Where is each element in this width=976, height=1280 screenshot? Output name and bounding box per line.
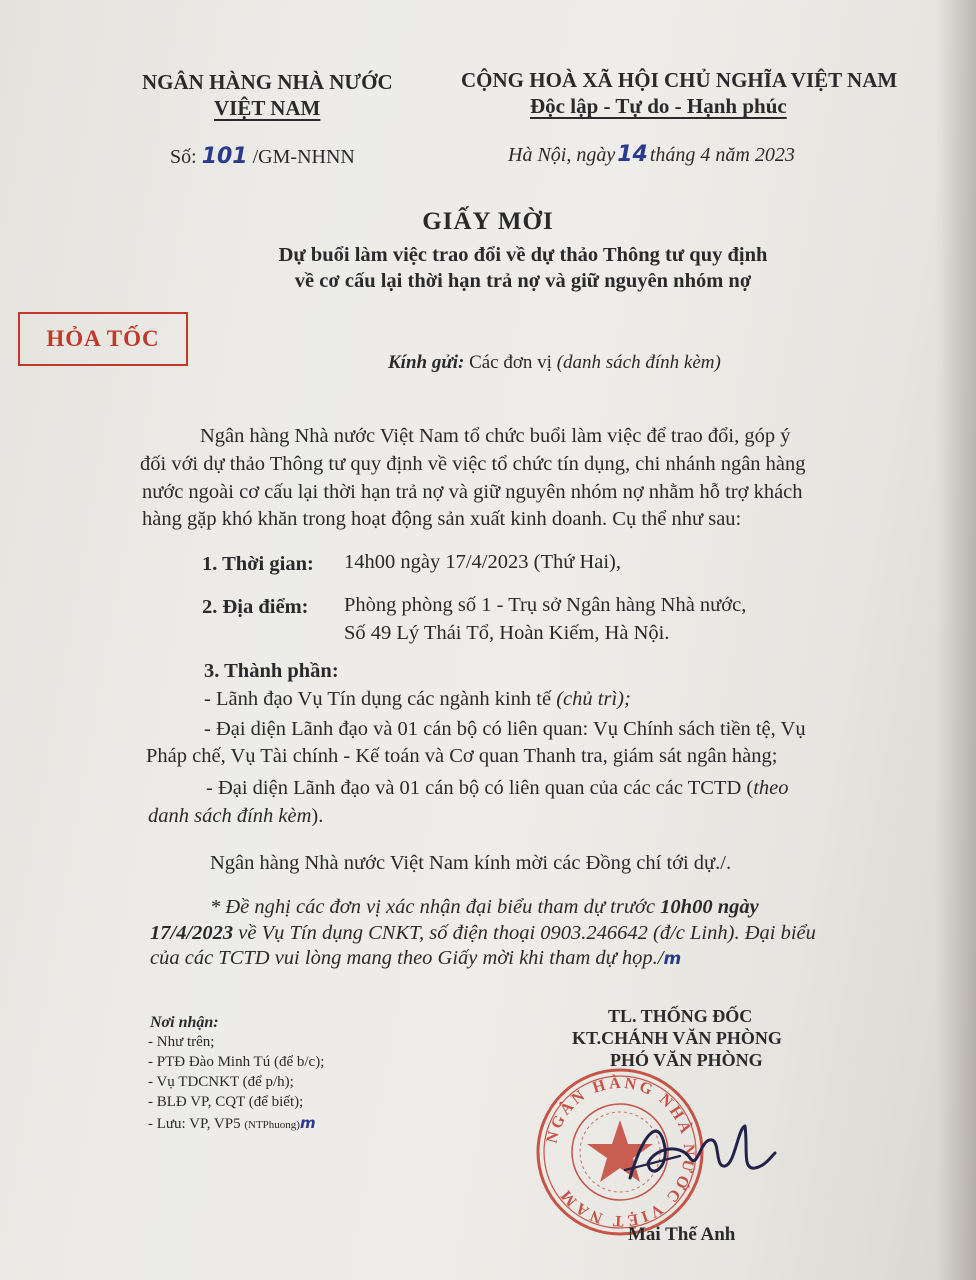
handwritten-day: 14 [617,142,648,167]
member-3-line-2 [148,805,323,828]
member-1 [204,688,631,711]
intro-line-1: Ngân hàng Nhà nước Việt Nam tổ chức buổi làm việc để trao đổi, góp ý [200,425,791,447]
invitation-sentence: Ngân hàng Nhà nước Việt Nam kính mời các Đồng chí tới dự./. [210,852,732,874]
signer-name: Mai Thế Anh [628,1224,736,1245]
agency-name: NGÂN HÀNG NHÀ NƯỚC [142,70,393,94]
request-line-2 [150,922,816,945]
recipients-item-2: - PTĐ Đào Minh Tú (để b/c); [148,1054,325,1070]
member-3-end: ). [311,805,324,827]
recipients-item-3: - Vụ TDCNKT (để p/h); [148,1074,294,1090]
document-subtitle-line1: Dự buổi làm việc trao đổi về dự thảo Thông tư quy định [278,244,768,266]
number-suffix: /GM-NHNN [252,146,355,168]
place-line-2: Số 49 Lý Thái Tổ, Hoàn Kiếm, Hà Nội. [344,622,670,644]
recipients-item-1: - Như trên; [148,1034,215,1050]
document-number [170,144,355,169]
recipients-item-5 [148,1114,316,1133]
recipient-note: (danh sách đính kèm) [556,352,721,373]
intro-line-2: đối với dự thảo Thông tư quy định về việc tổ chức tín dụng, chi nhánh ngân hàng [140,453,806,475]
archive-handwritten-initial: m [299,1114,316,1132]
recipient-text: Các đơn vị [469,352,552,373]
intro-line-4: hàng gặp khó khăn trong hoạt động sản xuất kinh doanh. Cụ thể như sau: [142,508,742,530]
member-3-line-1 [206,777,789,800]
page-shadow [936,0,976,1280]
recipients-item-4: - BLĐ VP, CQT (để biết); [148,1094,304,1110]
request-line-1-text: * Đề nghị các đơn vị xác nhận đại biểu tham dự trước [210,896,661,918]
member-3-text: - Đại diện Lãnh đạo và 01 cán bộ có liên quan của các các TCTD ( [206,777,754,799]
member-3-note-end: danh sách đính kèm [148,805,312,827]
intro-line-3: nước ngoài cơ cấu lại thời hạn trả nợ và giữ nguyên nhóm nợ nhằm hỗ trợ khách [142,481,803,503]
signature-title-2: KT.CHÁNH VĂN PHÒNG [572,1028,782,1048]
time-value: 14h00 ngày 17/4/2023 (Thứ Hai), [344,551,622,573]
request-line-1 [210,896,759,919]
request-line-3 [150,947,681,970]
date-prefix: Hà Nội, ngày [508,144,616,166]
document-subtitle-line2: về cơ cấu lại thời hạn trả nợ và giữ nguyên nhóm nợ [294,270,752,292]
handwritten-initial: m [663,949,682,969]
issue-date [508,142,795,167]
member-2-line-1: - Đại diện Lãnh đạo và 01 cán bộ có liên quan: Vụ Chính sách tiền tệ, Vụ [204,718,806,740]
place-label: 2. Địa điểm: [202,596,309,618]
national-motto: Độc lập - Tự do - Hạnh phúc [530,94,787,118]
recipient-label: Kính gửi: [388,352,465,373]
number-prefix: Số: [170,146,197,168]
document-title: GIẤY MỜI [422,208,554,235]
time-label: 1. Thời gian: [202,553,314,575]
agency-country: VIỆT NAM [214,96,321,120]
request-line-3-text: của các TCTD vui lòng mang theo Giấy mời khi tham dự họp./ [150,947,664,969]
date-suffix: tháng 4 năm 2023 [649,144,795,166]
place-line-1: Phòng phòng số 1 - Trụ sở Ngân hàng Nhà nước, [344,594,747,616]
member-1-text: - Lãnh đạo Vụ Tín dụng các ngành kinh tế [204,688,552,710]
request-contact: về Vụ Tín dụng CNKT, số điện thoại 0903.246642 (đ/c Linh). Đại biểu [233,922,816,944]
member-3-note-start: theo [753,777,789,799]
member-1-note: (chủ trì); [556,688,631,710]
nation-name: CỘNG HOÀ XÃ HỘI CHỦ NGHĨA VIỆT NAM [461,68,898,92]
recipient-line [388,352,721,374]
archive-text: - Lưu: VP, VP5 [148,1116,241,1132]
handwritten-signature [620,1108,780,1198]
archive-note: (NTPhuong) [244,1119,300,1131]
seal-text: NGÂN HÀNG NHÀ NƯỚC VIỆT NAM [543,1074,698,1230]
handwritten-number: 101 [201,144,248,169]
urgent-stamp [18,312,188,366]
signature-title-3: PHÓ VĂN PHÒNG [610,1050,763,1070]
urgent-stamp-text: HỎA TỐC [46,326,160,351]
request-date: 17/4/2023 [150,922,234,944]
recipients-title: Nơi nhận: [150,1014,219,1031]
members-label: 3. Thành phần: [204,660,339,682]
signature-title-1: TL. THỐNG ĐỐC [608,1006,753,1026]
member-2-line-2: Pháp chế, Vụ Tài chính - Kế toán và Cơ quan Thanh tra, giám sát ngân hàng; [146,745,778,767]
request-deadline: 10h00 ngày [660,896,759,918]
